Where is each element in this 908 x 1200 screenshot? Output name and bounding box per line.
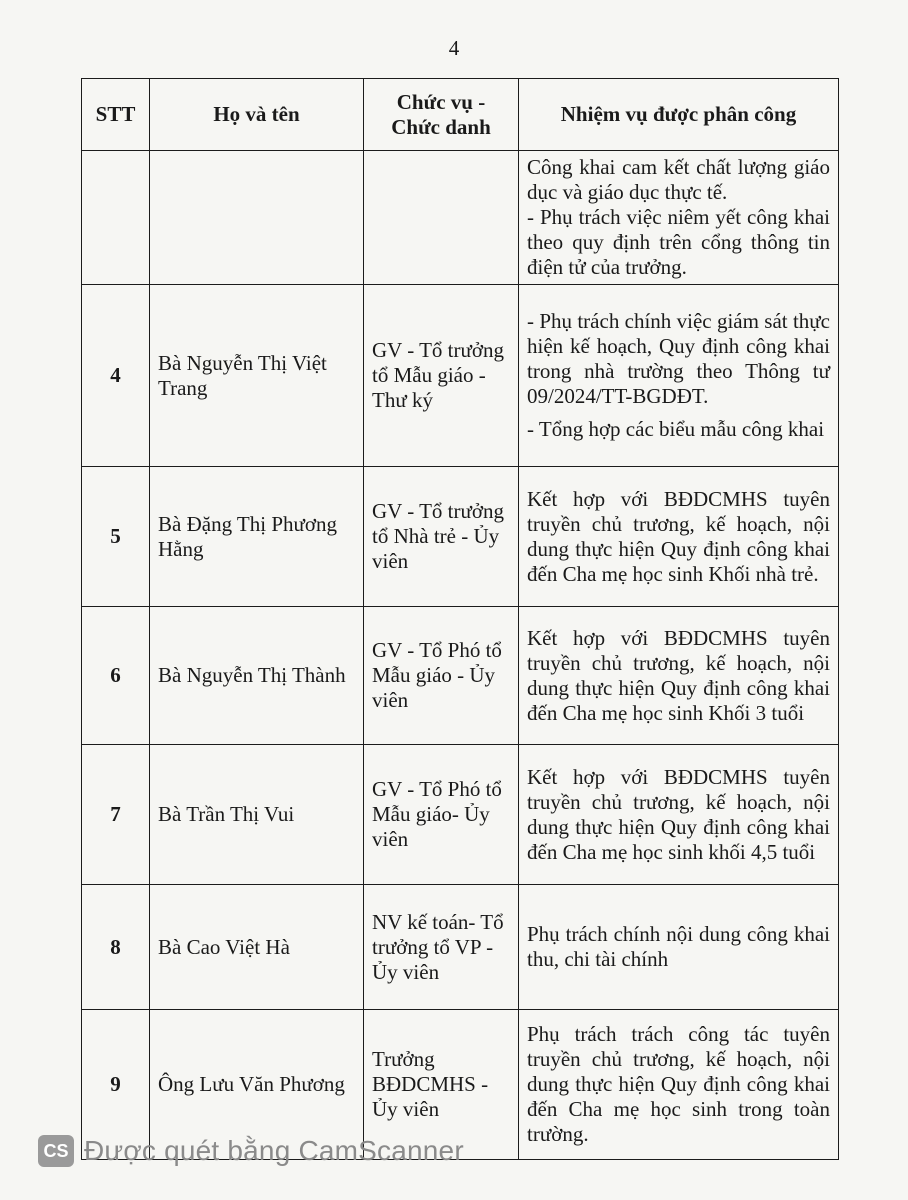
duty-text: - Phụ trách việc niêm yết công khai theo quy định trên cổng thông tin điện tử của trưởng.: [527, 205, 830, 279]
duty-text: - Tổng hợp các biểu mẫu công khai: [527, 417, 825, 441]
row-name: Ông Lưu Văn Phương: [150, 1010, 364, 1160]
row-role: Trưởng BĐDCMHS - Ủy viên: [364, 1010, 519, 1160]
header-name: Họ và tên: [150, 79, 364, 151]
row-duties: [519, 285, 839, 467]
row-stt: 6: [82, 607, 150, 745]
table-row: [82, 285, 839, 467]
row-duties: [519, 885, 839, 1010]
row-name: Bà Đặng Thị Phương Hằng: [150, 467, 364, 607]
table-row: [82, 745, 839, 885]
duty-text: Kết hợp với BĐDCMHS tuyên truyền chủ trương, kế hoạch, nội dung thực hiện Quy định công khai đến Cha mẹ học sinh Khối 3 tuổi: [527, 625, 830, 725]
row-role: NV kế toán- Tổ trưởng tổ VP - Ủy viên: [364, 885, 519, 1010]
row-stt: [82, 151, 150, 285]
row-role: GV - Tổ trưởng tổ Mẫu giáo - Thư ký: [364, 285, 519, 467]
row-role: GV - Tổ Phó tổ Mẫu giáo- Ủy viên: [364, 745, 519, 885]
row-stt: 4: [82, 285, 150, 467]
camscanner-watermark: [38, 1132, 464, 1170]
duty-text: Phụ trách trách công tác tuyên truyền chủ trương, kế hoạch, nội dung thực hiện Quy định công khai đến Cha mẹ học sinh trong toàn trường.: [527, 1022, 830, 1146]
watermark-text: Được quét bằng CamScanner: [84, 1135, 464, 1166]
row-duties: [519, 1010, 839, 1160]
row-duties: [519, 467, 839, 607]
table-row: [82, 467, 839, 607]
row-name: Bà Nguyễn Thị Thành: [150, 607, 364, 745]
duty-text: Công khai cam kết chất lượng giáo dục và giáo dục thực tế.: [527, 155, 830, 204]
duty-text: Kết hợp với BĐDCMHS tuyên truyền chủ trương, kế hoạch, nội dung thực hiện Quy định công khai đến Cha mẹ học sinh khối 4,5 tuổi: [527, 764, 830, 864]
header-stt: STT: [82, 79, 150, 151]
duty-text: - Phụ trách chính việc giám sát thực hiện kế hoạch, Quy định công khai trong nhà trường theo Thông tư 09/2024/TT-BGDĐT.: [527, 309, 830, 408]
table-row: [82, 885, 839, 1010]
header-role: Chức vụ - Chức danh: [364, 79, 519, 151]
table-row: [82, 607, 839, 745]
row-role: GV - Tổ Phó tổ Mẫu giáo - Ủy viên: [364, 607, 519, 745]
duty-text: Kết hợp với BĐDCMHS tuyên truyền chủ trương, kế hoạch, nội dung thực hiện Quy định công khai đến Cha mẹ học sinh Khối nhà trẻ.: [527, 486, 830, 586]
page-number: 4: [448, 36, 460, 60]
row-role: [364, 151, 519, 285]
row-stt: 7: [82, 745, 150, 885]
row-stt: 9: [82, 1010, 150, 1160]
header-duties: Nhiệm vụ được phân công: [519, 79, 839, 151]
camscanner-logo-icon: CS: [38, 1135, 74, 1167]
row-name: Bà Nguyễn Thị Việt Trang: [150, 285, 364, 467]
duty-text: Phụ trách chính nội dung công khai thu, chi tài chính: [527, 922, 830, 971]
row-stt: 5: [82, 467, 150, 607]
row-name: [150, 151, 364, 285]
row-duties: [519, 607, 839, 745]
table-header-row: [82, 79, 839, 151]
row-name: Bà Cao Việt Hà: [150, 885, 364, 1010]
row-duties: [519, 745, 839, 885]
row-duties: [519, 151, 839, 285]
row-role: GV - Tổ trưởng tổ Nhà trẻ - Ủy viên: [364, 467, 519, 607]
table-row: [82, 151, 839, 285]
row-name: Bà Trần Thị Vui: [150, 745, 364, 885]
row-stt: 8: [82, 885, 150, 1010]
assignment-table: [81, 78, 839, 1160]
